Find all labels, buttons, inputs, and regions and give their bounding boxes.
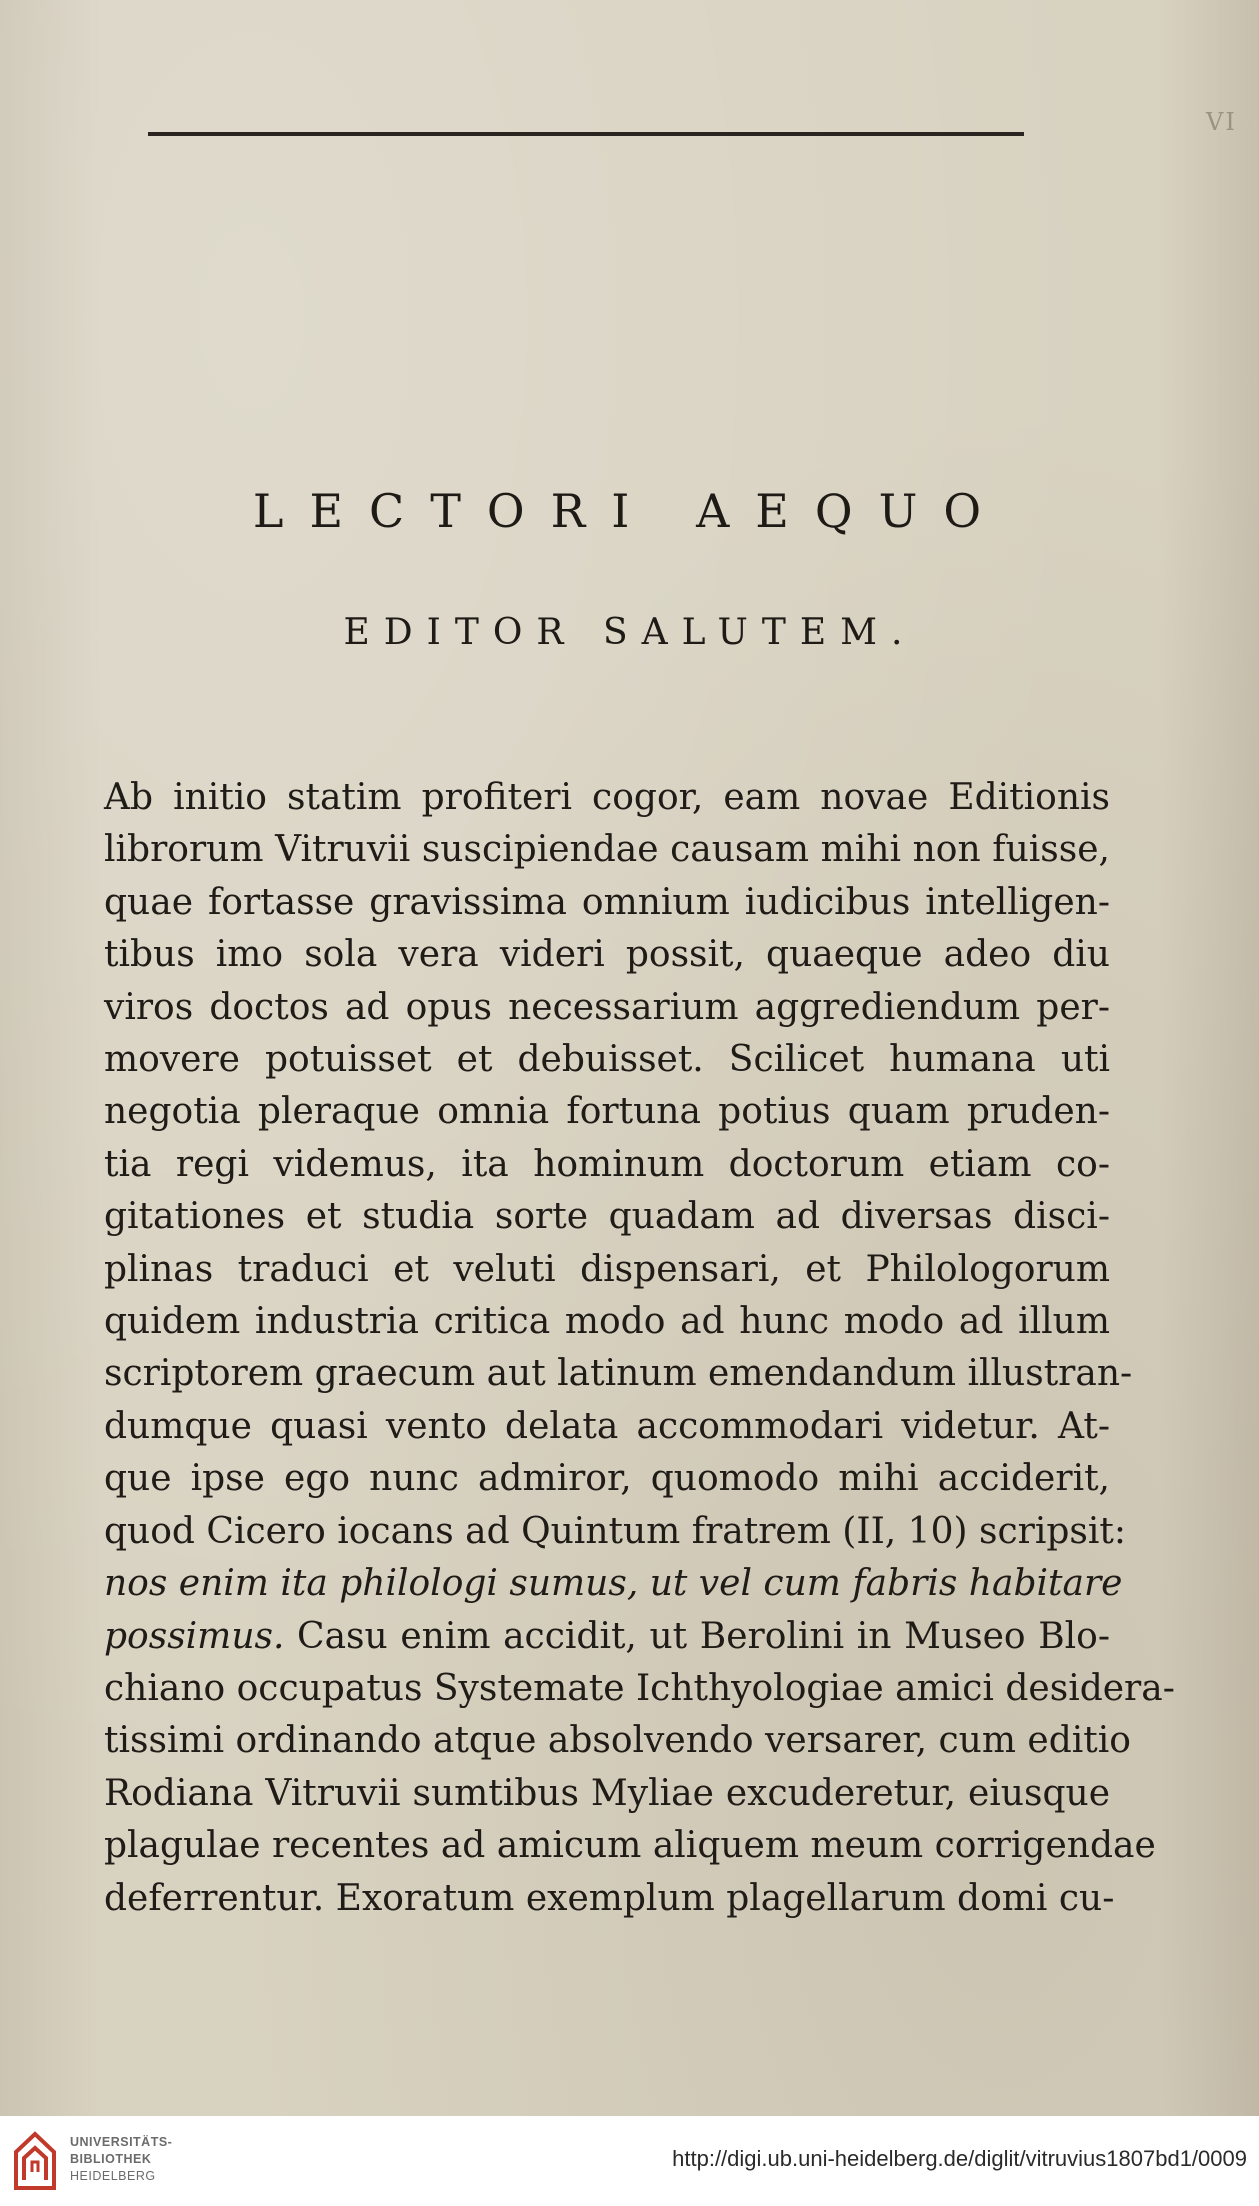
text-after-quote: Casu enim accidit, ut Berolini in Museo Blo- bbox=[284, 1615, 1110, 1657]
mixed-text-line bbox=[104, 1611, 1110, 1663]
text-line: quod Cicero iocans ad Quintum fratrem (II, 10) scripsit: bbox=[104, 1510, 1126, 1552]
text-line: deferrentur. Exoratum exemplum plagellarum domi cu- bbox=[104, 1877, 1115, 1919]
text-line: quae fortasse gravissima omnium iudicibus intelligen- bbox=[104, 881, 1110, 923]
text-line: tibus imo sola vera videri possit, quaeque adeo diu bbox=[104, 934, 1110, 976]
title-lectori-aequo: LECTORI AEQUO bbox=[252, 484, 1008, 538]
text-line: que ipse ego nunc admiror, quomodo mihi acciderit, bbox=[104, 1458, 1110, 1500]
italic-quote-end: possimus. bbox=[104, 1615, 285, 1657]
library-name-line: BIBLIOTHEK bbox=[70, 2152, 152, 2166]
library-logo-icon bbox=[12, 2130, 58, 2192]
title-editor-salutem: EDITOR SALUTEM. bbox=[343, 612, 917, 653]
source-url[interactable]: http://digi.ub.uni-heidelberg.de/diglit/vitruvius1807bd1/0009 bbox=[672, 2146, 1247, 2171]
text-line: viros doctos ad opus necessarium aggrediendum per- bbox=[104, 986, 1110, 1028]
library-name-line: HEIDELBERG bbox=[70, 2169, 156, 2183]
text-line: tia regi videmus, ita hominum doctorum etiam co- bbox=[104, 1143, 1110, 1185]
text-line: plagulae recentes ad amicum aliquem meum corrigendae bbox=[104, 1825, 1156, 1867]
text-line: plinas traduci et veluti dispensari, et Philologorum bbox=[104, 1248, 1110, 1290]
italic-quote: nos enim ita philologi sumus, ut vel cum fabris habitare bbox=[104, 1563, 1123, 1605]
text-line: quidem industria critica modo ad hunc modo ad illum bbox=[104, 1301, 1110, 1343]
text-line: Ab initio statim profiteri cogor, eam novae Editionis bbox=[104, 777, 1110, 818]
library-name-line: UNIVERSITÄTS- bbox=[70, 2135, 173, 2149]
digitization-footer bbox=[0, 2116, 1259, 2206]
text-line: negotia pleraque omnia fortuna potius quam pruden- bbox=[104, 1091, 1110, 1133]
library-name bbox=[70, 2134, 172, 2185]
italic-text-line bbox=[104, 1558, 1123, 1610]
page-number: VI bbox=[1206, 108, 1237, 136]
text-line: tissimi ordinando atque absolvendo versarer, cum editio bbox=[104, 1720, 1131, 1762]
text-line: gitationes et studia sorte quadam ad diversas disci- bbox=[104, 1196, 1110, 1238]
text-line: scriptorem graecum aut latinum emendandum illustran- bbox=[104, 1353, 1133, 1395]
header-rule bbox=[148, 132, 1024, 136]
body-text bbox=[104, 772, 1175, 1925]
text-line: librorum Vitruvii suscipiendae causam mihi non fuisse, bbox=[104, 829, 1110, 871]
text-line: movere potuisset et debuisset. Scilicet humana uti bbox=[104, 1039, 1110, 1081]
text-line: chiano occupatus Systemate Ichthyologiae amici desidera- bbox=[104, 1667, 1175, 1709]
text-line: dumque quasi vento delata accommodari videtur. At- bbox=[104, 1405, 1110, 1447]
text-line: Rodiana Vitruvii sumtibus Myliae excuderetur, eiusque bbox=[104, 1772, 1110, 1814]
